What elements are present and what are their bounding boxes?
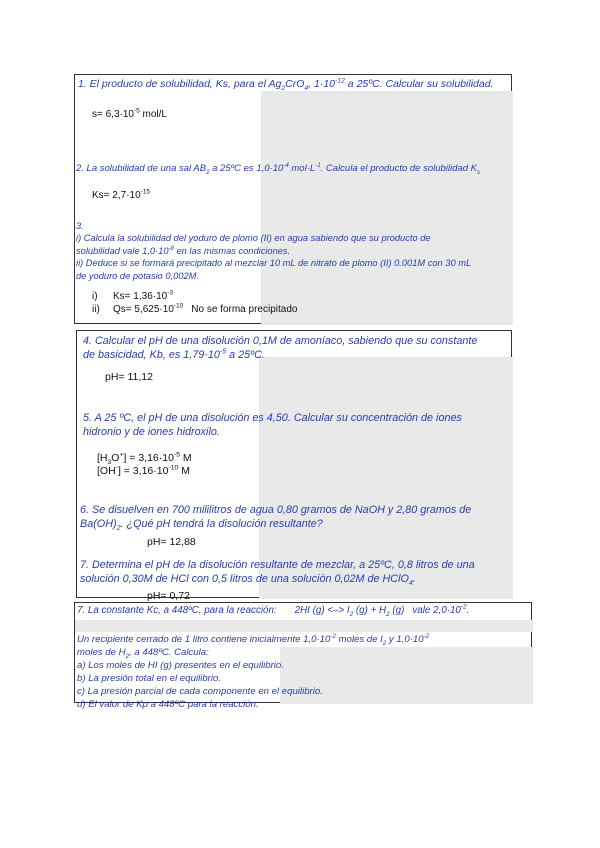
answer-5: $[H_3O^+] = 3,16\cdot 10^{-5}$ M $[OH^-] = 3,16\cdot 10^{-10}$ M	[97, 451, 192, 477]
answer-7: pH= 0,72	[147, 590, 190, 602]
question-7-body: Un recipiente cerrado de 1 litro contiene inicialmente $1,0\cdot 10^{-2}$ moles de $I_2$ y $1,0\cdot 10^{-2}$ moles de $H_2$, a 448ºC. Calcula: a) Los moles de HI (g) presentes en el equilibrio. b) La presión total en el equilibrio. c) La presión parcial de cada componente en el equilibrio. d) El valor de Kp a 448ºC para la reacción.	[77, 632, 430, 710]
shaded-area	[261, 91, 513, 325]
question-3: 3. i) Calcula la solubilidad del yoduro de plomo (II) en agua sabiendo que su producto de solubilidad vale $1,0\cdot 10^{-8}$ en las mismas condiciones. ii) Deduce si se formará precipitado al mezclar 10 mL de nitrato de plomo (II) 0.001M con 30 mL de yoduro de potasio 0,002M.	[76, 221, 472, 281]
answer-4: pH= 11,12	[105, 371, 153, 383]
answer-6: pH= 12,88	[147, 536, 196, 548]
exercise-box-solubility	[74, 74, 512, 324]
question-7-equilibrium: 7. La constante Kc, a 448ºC, para la reacción: 2HI (g) <–> $I_2$ $(g) + H_2$ (g) vale $2,0\cdot 10^{-2}$.	[77, 603, 470, 618]
question-6: 6. Se disuelven en 700 mililitros de agua 0,80 gramos de NaOH y 2,80 gramos de $Ba(OH)_2$. ¿Qué pH tendrá la disolución resultante?	[80, 504, 472, 533]
question-5: 5. A 25 ºC, el pH de una disolución es 4,50. Calcular su concentración de iones hidronio y de iones hidroxilo.	[83, 412, 462, 438]
question-4: 4. Calcular el pH de una disolución 0,1M de amoníaco, sabiendo que su constante de basicidad, Kb, es $1,79\cdot 10^{-5}$ a 25ºC.	[83, 335, 478, 361]
answer-1: $s= 6,3\cdot 10^{-5}$ mol/L	[92, 107, 167, 120]
question-1: 1. El producto de solubilidad, Ks, para el $Ag_2CrO_4$, $1\cdot 10^{-12}$ a 25ºC. Calcular su solubilidad.	[78, 77, 494, 93]
answer-2: $Ks= 2,7\cdot 10^{-15}$	[92, 188, 151, 201]
answer-3: i) $Ks= 1,36\cdot 10^{-3}$ ii) $Qs= 5,625\cdot 10^{-10}$ No se forma precipitado	[92, 289, 298, 315]
item-c: c) La presión parcial de cada componente en el equilibrio.	[77, 686, 323, 697]
item-b: b) La presión total en el equilibrio.	[77, 673, 221, 684]
question-2: 2. La solubilidad de una sal $AB_2$ a 25ºC es $1,0\cdot 10^{-4}$ $mol\cdot L^{-1}$. Calcula el producto de solubilidad $K_s$	[76, 161, 481, 176]
question-7: 7. Determina el pH de la disolución resultante de mezclar, a 25ºC, 0,8 litros de una solución 0,30M de HCl con 0,5 litros de una solución 0,02M de HClO$_4$.	[80, 559, 475, 588]
item-a: a) Los moles de HI (g) presentes en el equilibrio.	[77, 660, 284, 671]
item-d: d) El valor de Kp a 448ºC para la reacción.	[77, 699, 259, 710]
exercise-box-equilibrium	[74, 602, 532, 710]
exercise-box-ph	[76, 330, 512, 602]
shaded-area	[75, 620, 533, 632]
